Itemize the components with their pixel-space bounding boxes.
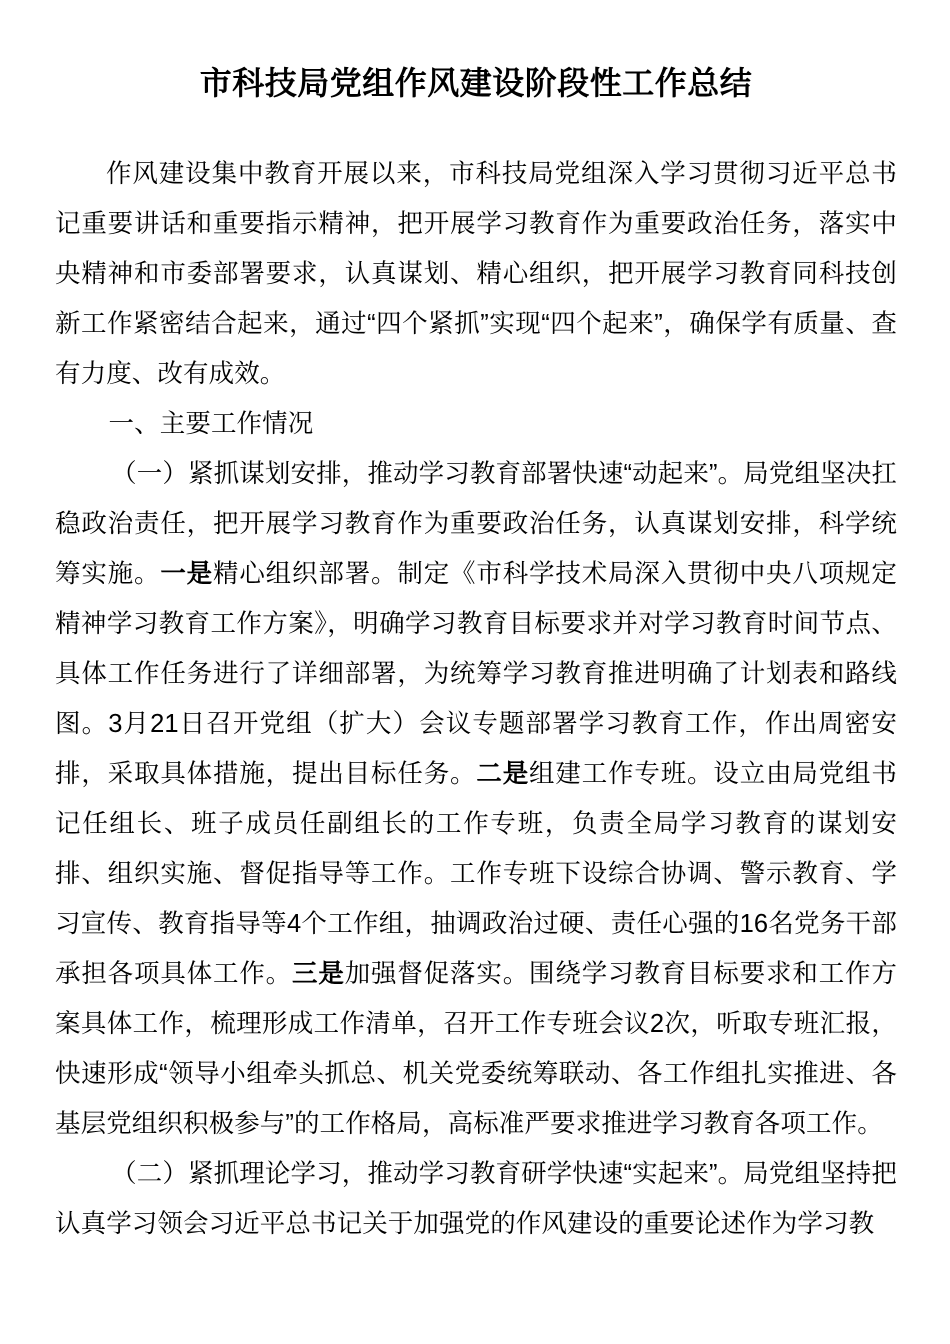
subsection-two-paragraph: （二）紧抓理论学习，推动学习教育研学快速“实起来”。局党组坚持把认真学习领会习近平总书记关于加强党的作风建设的重要论述作为学习教	[55, 1160, 897, 1239]
opening-paragraph: 作风建设集中教育开展以来，市科技局党组深入学习贯彻习近平总书记重要讲话和重要指示精神，把开展学习教育作为重要政治任务，落实中央精神和市委部署要求，认真谋划、精心组织，把开展学习教育同科技创新工作紧密结合起来，通过“四个紧抓”实现“四个起来”，确保学有质量、查有力度、改有成效。	[55, 160, 897, 389]
emphasis-run-5: 三是	[292, 960, 345, 989]
section-heading-main-work: 一、主要工作情况	[108, 410, 314, 439]
text-run-0: （一）紧抓谋划安排，推动学习教育部署快速“动起来”。局党组坚决扛稳政治责任，把开展学习教育作为重要政治任务，认真谋划安排，科学统筹实施。	[55, 460, 897, 589]
document-body	[55, 0, 897, 1249]
emphasis-run-1: 一是	[160, 560, 214, 589]
text-run-2: 精心组织部署。制定《市科学技术局深入贯彻中央八项规定精神学习教育工作方案》，明确学习教育目标要求并对学习教育时间节点、具体工作任务进行了详细部署，为统筹学习教育推进明确了计划表和路线图。3月21日召开党组（扩大）会议专题部署学习教育工作，作出周密安排，采取具体措施，提出目标任务。	[55, 560, 897, 789]
page-title: 市科技局党组作风建设阶段性工作总结	[199, 65, 753, 101]
text-run-6: 加强督促落实。围绕学习教育目标要求和工作方案具体工作，梳理形成工作清单，召开工作专班会议2次，听取专班汇报，快速形成“领导小组牵头抓总、机关党委统筹联动、各工作组扎实推进、各基层党组织积极参与”的工作格局，高标准严要求推进学习教育各项工作。	[55, 960, 897, 1139]
emphasis-run-3: 二是	[476, 760, 530, 789]
subsection-one-paragraph	[55, 449, 897, 1149]
text-run-4: 组建工作专班。设立由局党组书记任组长、班子成员任副组长的工作专班，负责全局学习教育的谋划安排、组织实施、督促指导等工作。工作专班下设综合协调、警示教育、学习宣传、教育指导等4个工作组，抽调政治过硬、责任心强的16名党务干部承担各项具体工作。	[55, 760, 897, 989]
